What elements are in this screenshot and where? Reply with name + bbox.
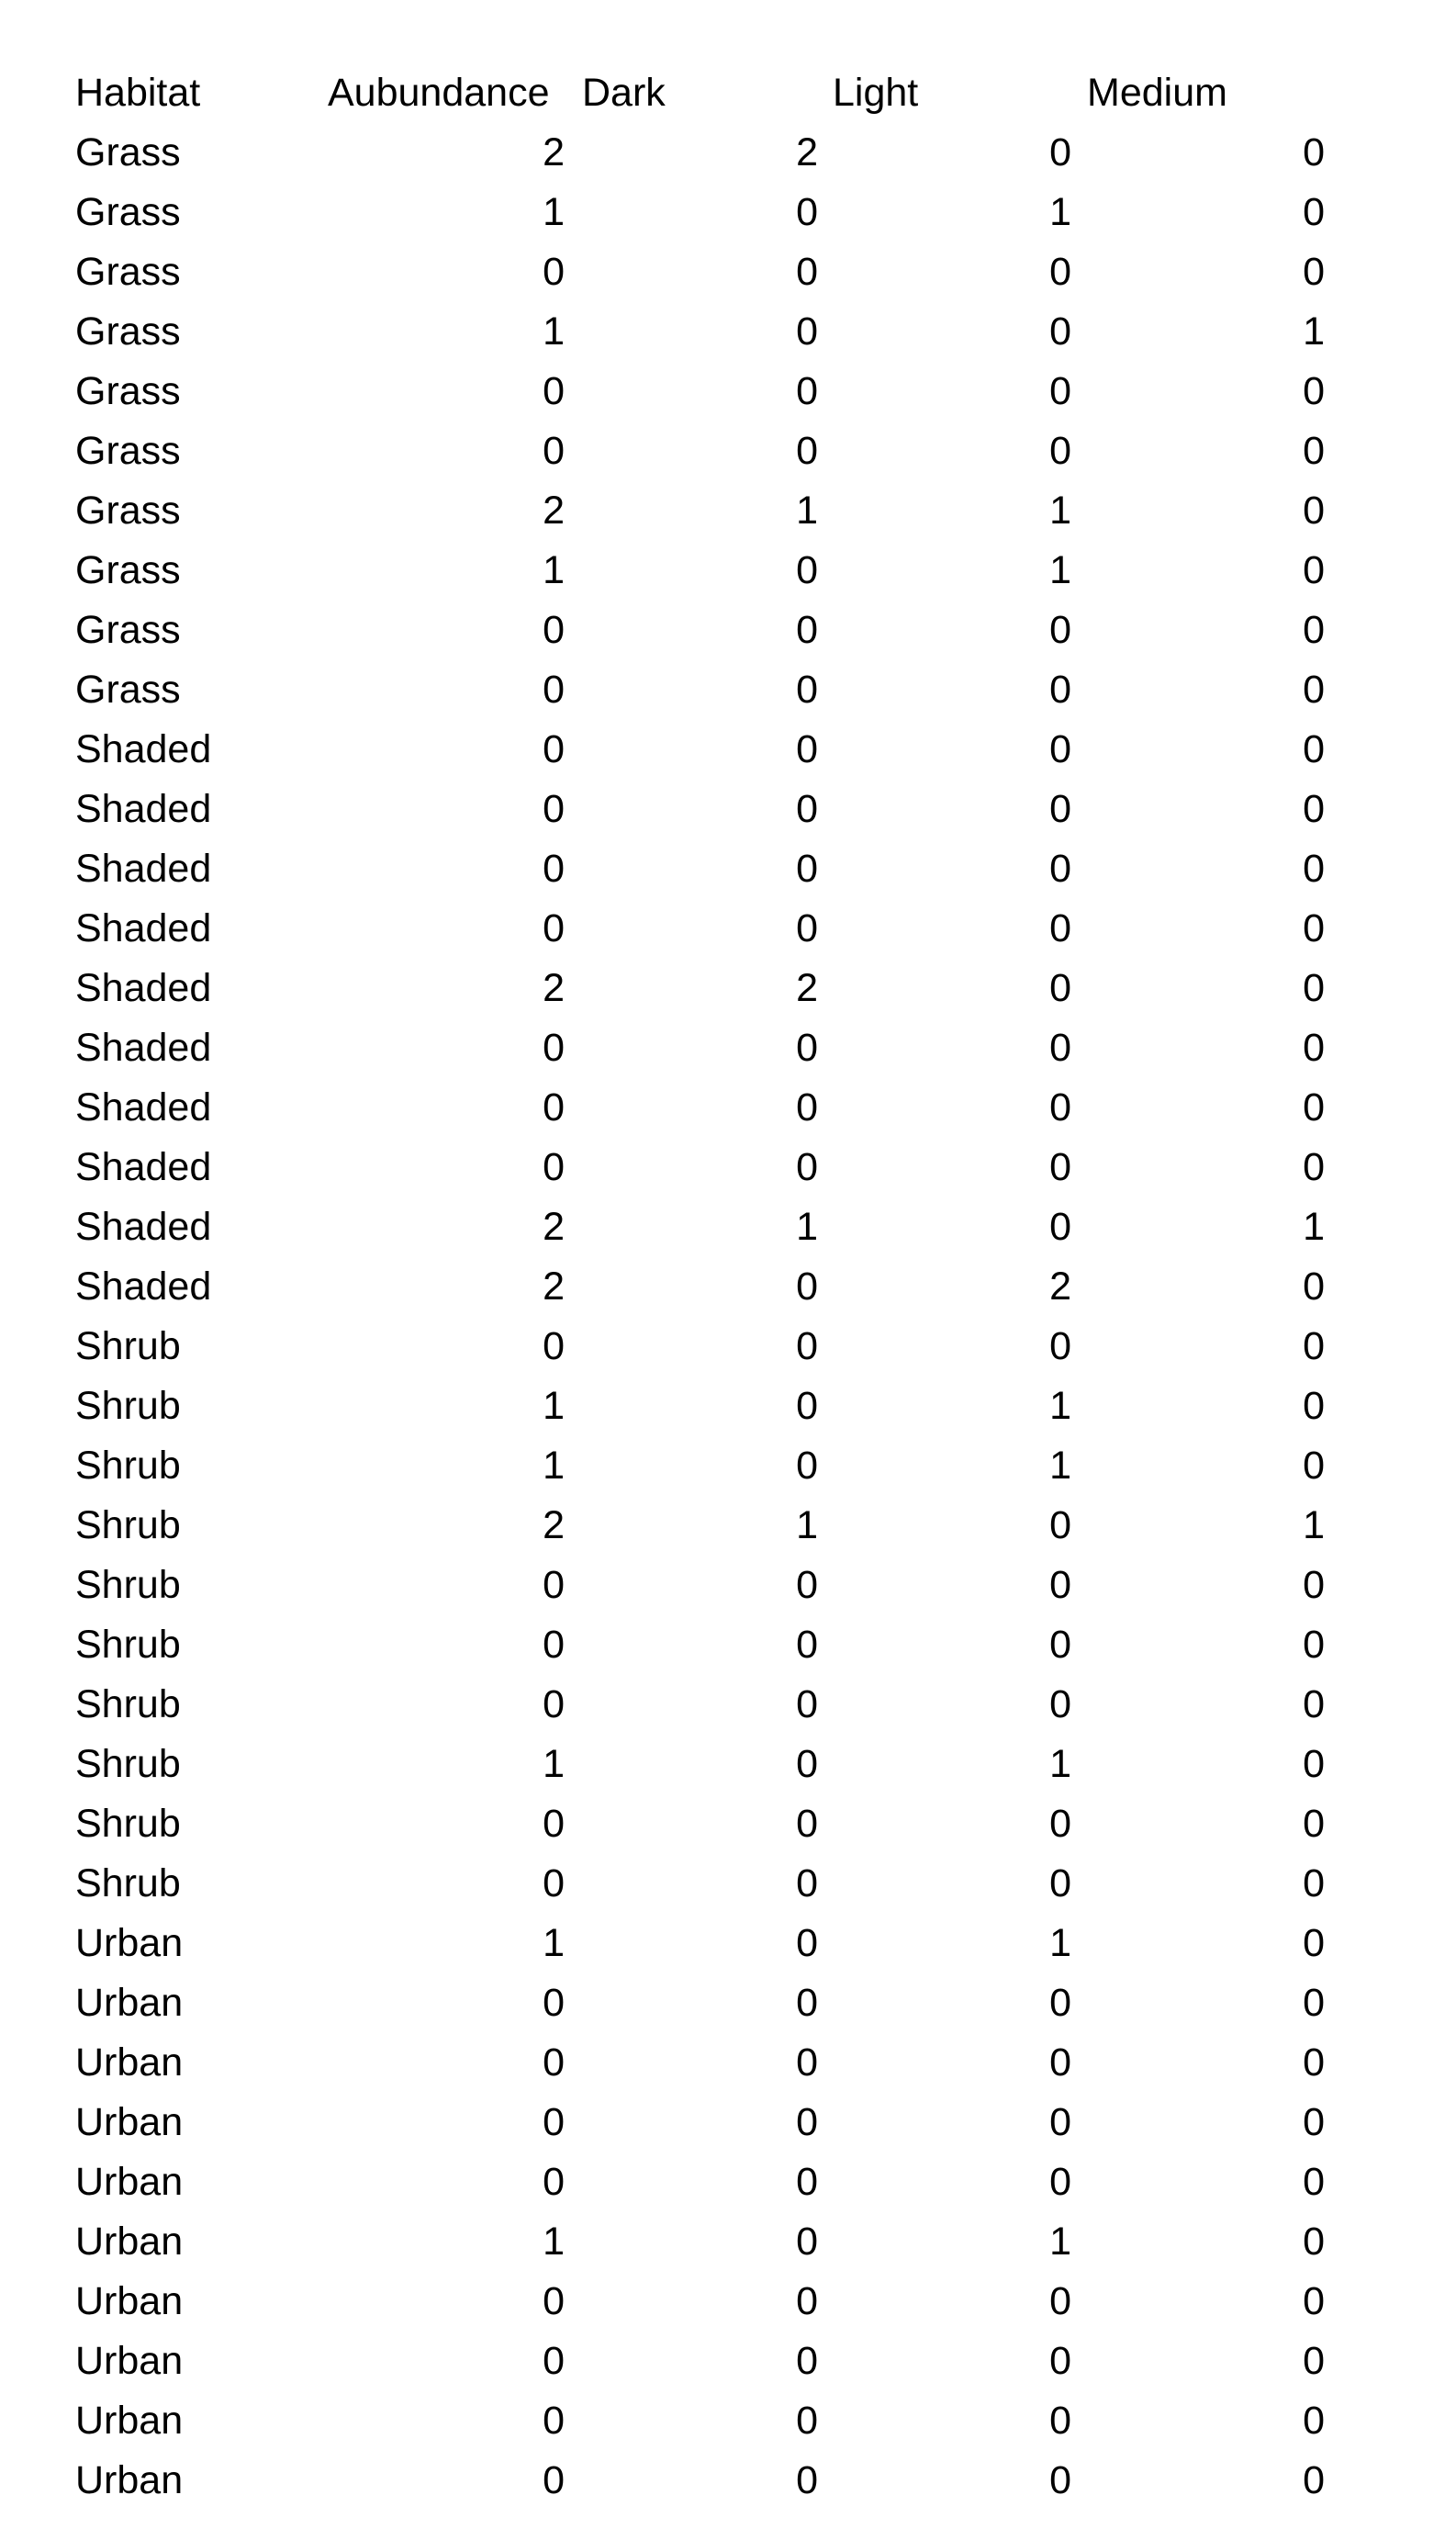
cell-light: 0 [1049, 130, 1071, 174]
cell-light: 0 [1049, 2339, 1071, 2383]
cell-dark: 0 [796, 1981, 818, 2025]
cell-dark: 0 [796, 2100, 818, 2144]
cell-light: 0 [1049, 2279, 1071, 2323]
cell-dark: 1 [796, 1205, 818, 1249]
cell-habitat: Urban [75, 2339, 184, 2383]
cell-medium: 0 [1303, 668, 1325, 712]
cell-dark: 0 [796, 1384, 818, 1428]
cell-light: 0 [1049, 847, 1071, 891]
cell-medium: 0 [1303, 1861, 1325, 1905]
cell-aubundance: 0 [543, 608, 565, 652]
cell-light: 0 [1049, 1563, 1071, 1607]
cell-aubundance: 1 [543, 1921, 565, 1965]
cell-light: 0 [1049, 1802, 1071, 1846]
cell-light: 0 [1049, 1085, 1071, 1130]
cell-dark: 0 [796, 429, 818, 473]
cell-aubundance: 0 [543, 2160, 565, 2204]
cell-habitat: Urban [75, 1921, 184, 1965]
cell-dark: 2 [796, 130, 818, 174]
cell-aubundance: 2 [543, 130, 565, 174]
cell-medium: 0 [1303, 1742, 1325, 1786]
cell-dark: 0 [796, 1861, 818, 1905]
cell-medium: 0 [1303, 2339, 1325, 2383]
cell-dark: 0 [796, 2458, 818, 2502]
cell-dark: 0 [796, 2220, 818, 2264]
cell-aubundance: 0 [543, 2040, 565, 2085]
cell-light: 0 [1049, 966, 1071, 1010]
cell-light: 0 [1049, 1623, 1071, 1667]
cell-habitat: Urban [75, 2040, 184, 2085]
cell-habitat: Grass [75, 548, 181, 592]
cell-light: 1 [1049, 489, 1071, 533]
cell-medium: 0 [1303, 1026, 1325, 1070]
cell-dark: 0 [796, 1026, 818, 1070]
cell-aubundance: 2 [543, 1205, 565, 1249]
cell-medium: 0 [1303, 489, 1325, 533]
cell-medium: 0 [1303, 1085, 1325, 1130]
cell-medium: 0 [1303, 787, 1325, 831]
cell-habitat: Shrub [75, 1861, 181, 1905]
cell-dark: 0 [796, 608, 818, 652]
cell-habitat: Grass [75, 130, 181, 174]
cell-habitat: Grass [75, 309, 181, 354]
cell-medium: 0 [1303, 2279, 1325, 2323]
cell-aubundance: 0 [543, 1324, 565, 1368]
cell-medium: 0 [1303, 1623, 1325, 1667]
cell-dark: 0 [796, 250, 818, 294]
cell-aubundance: 0 [543, 1085, 565, 1130]
cell-habitat: Shaded [75, 906, 212, 950]
cell-aubundance: 0 [543, 727, 565, 771]
cell-medium: 0 [1303, 1324, 1325, 1368]
cell-habitat: Shrub [75, 1802, 181, 1846]
cell-dark: 0 [796, 1682, 818, 1726]
cell-habitat: Shaded [75, 727, 212, 771]
cell-light: 1 [1049, 1384, 1071, 1428]
cell-medium: 0 [1303, 2220, 1325, 2264]
cell-medium: 0 [1303, 608, 1325, 652]
cell-aubundance: 0 [543, 1981, 565, 2025]
cell-habitat: Urban [75, 2220, 184, 2264]
cell-dark: 0 [796, 548, 818, 592]
cell-habitat: Shrub [75, 1444, 181, 1488]
cell-light: 0 [1049, 2160, 1071, 2204]
cell-dark: 0 [796, 727, 818, 771]
cell-light: 0 [1049, 787, 1071, 831]
cell-aubundance: 0 [543, 1145, 565, 1189]
cell-habitat: Urban [75, 2458, 184, 2502]
cell-habitat: Shrub [75, 1324, 181, 1368]
cell-medium: 0 [1303, 966, 1325, 1010]
cell-habitat: Urban [75, 2100, 184, 2144]
cell-aubundance: 0 [543, 369, 565, 413]
cell-aubundance: 2 [543, 1264, 565, 1309]
cell-aubundance: 0 [543, 1861, 565, 1905]
header-aubundance: Aubundance [328, 71, 550, 115]
cell-medium: 0 [1303, 1444, 1325, 1488]
cell-aubundance: 1 [543, 548, 565, 592]
cell-light: 0 [1049, 906, 1071, 950]
cell-medium: 0 [1303, 1563, 1325, 1607]
cell-light: 0 [1049, 309, 1071, 354]
cell-light: 0 [1049, 1145, 1071, 1189]
cell-light: 0 [1049, 1026, 1071, 1070]
cell-medium: 0 [1303, 1384, 1325, 1428]
cell-aubundance: 1 [543, 1384, 565, 1428]
cell-dark: 0 [796, 2399, 818, 2443]
cell-dark: 0 [796, 847, 818, 891]
cell-aubundance: 0 [543, 2279, 565, 2323]
cell-dark: 0 [796, 2279, 818, 2323]
cell-dark: 0 [796, 190, 818, 234]
cell-medium: 0 [1303, 2160, 1325, 2204]
cell-habitat: Shaded [75, 1205, 212, 1249]
cell-aubundance: 1 [543, 1444, 565, 1488]
cell-light: 1 [1049, 190, 1071, 234]
cell-habitat: Grass [75, 668, 181, 712]
cell-medium: 0 [1303, 429, 1325, 473]
cell-light: 1 [1049, 2220, 1071, 2264]
cell-medium: 0 [1303, 2040, 1325, 2085]
cell-light: 0 [1049, 429, 1071, 473]
cell-medium: 0 [1303, 2100, 1325, 2144]
cell-habitat: Shrub [75, 1742, 181, 1786]
cell-dark: 0 [796, 787, 818, 831]
cell-aubundance: 2 [543, 489, 565, 533]
cell-habitat: Urban [75, 1981, 184, 2025]
cell-aubundance: 0 [543, 668, 565, 712]
cell-aubundance: 0 [543, 2339, 565, 2383]
header-medium: Medium [1087, 71, 1227, 115]
cell-dark: 1 [796, 1503, 818, 1547]
cell-dark: 0 [796, 2160, 818, 2204]
cell-dark: 0 [796, 1444, 818, 1488]
cell-light: 1 [1049, 548, 1071, 592]
cell-light: 0 [1049, 1861, 1071, 1905]
cell-dark: 0 [796, 668, 818, 712]
cell-dark: 0 [796, 2339, 818, 2383]
cell-medium: 1 [1303, 1503, 1325, 1547]
cell-habitat: Shaded [75, 966, 212, 1010]
cell-aubundance: 0 [543, 2100, 565, 2144]
cell-aubundance: 0 [543, 847, 565, 891]
cell-light: 1 [1049, 1742, 1071, 1786]
cell-light: 2 [1049, 1264, 1071, 1309]
cell-habitat: Urban [75, 2279, 184, 2323]
cell-aubundance: 0 [543, 1623, 565, 1667]
cell-light: 1 [1049, 1921, 1071, 1965]
cell-habitat: Grass [75, 250, 181, 294]
cell-medium: 0 [1303, 1682, 1325, 1726]
cell-habitat: Grass [75, 489, 181, 533]
cell-habitat: Shaded [75, 1026, 212, 1070]
cell-habitat: Shrub [75, 1563, 181, 1607]
cell-habitat: Urban [75, 2160, 184, 2204]
cell-light: 0 [1049, 250, 1071, 294]
cell-medium: 1 [1303, 1205, 1325, 1249]
cell-aubundance: 0 [543, 906, 565, 950]
cell-aubundance: 1 [543, 2220, 565, 2264]
cell-dark: 0 [796, 1563, 818, 1607]
cell-aubundance: 0 [543, 787, 565, 831]
cell-aubundance: 1 [543, 1742, 565, 1786]
cell-dark: 0 [796, 1145, 818, 1189]
cell-medium: 0 [1303, 548, 1325, 592]
cell-habitat: Shaded [75, 847, 212, 891]
cell-medium: 0 [1303, 1921, 1325, 1965]
cell-medium: 0 [1303, 847, 1325, 891]
cell-aubundance: 0 [543, 2399, 565, 2443]
cell-light: 0 [1049, 668, 1071, 712]
cell-habitat: Shrub [75, 1682, 181, 1726]
cell-medium: 0 [1303, 369, 1325, 413]
cell-medium: 0 [1303, 1981, 1325, 2025]
cell-aubundance: 2 [543, 1503, 565, 1547]
cell-medium: 0 [1303, 130, 1325, 174]
cell-light: 0 [1049, 1205, 1071, 1249]
cell-aubundance: 0 [543, 429, 565, 473]
cell-light: 0 [1049, 2399, 1071, 2443]
cell-light: 0 [1049, 2040, 1071, 2085]
cell-light: 0 [1049, 1503, 1071, 1547]
cell-habitat: Shaded [75, 1264, 212, 1309]
cell-habitat: Shrub [75, 1384, 181, 1428]
cell-dark: 2 [796, 966, 818, 1010]
header-habitat: Habitat [75, 71, 201, 115]
cell-medium: 0 [1303, 1145, 1325, 1189]
cell-habitat: Shaded [75, 1145, 212, 1189]
cell-habitat: Grass [75, 190, 181, 234]
cell-aubundance: 0 [543, 1026, 565, 1070]
cell-medium: 0 [1303, 1264, 1325, 1309]
cell-aubundance: 1 [543, 309, 565, 354]
cell-light: 0 [1049, 1324, 1071, 1368]
cell-medium: 0 [1303, 906, 1325, 950]
cell-dark: 0 [796, 1742, 818, 1786]
cell-light: 0 [1049, 2458, 1071, 2502]
cell-habitat: Shaded [75, 787, 212, 831]
cell-light: 0 [1049, 1682, 1071, 1726]
cell-habitat: Urban [75, 2399, 184, 2443]
cell-light: 0 [1049, 608, 1071, 652]
cell-light: 0 [1049, 727, 1071, 771]
cell-aubundance: 0 [543, 250, 565, 294]
cell-habitat: Grass [75, 369, 181, 413]
header-light: Light [833, 71, 919, 115]
cell-dark: 0 [796, 906, 818, 950]
cell-medium: 0 [1303, 250, 1325, 294]
cell-dark: 1 [796, 489, 818, 533]
cell-dark: 0 [796, 1921, 818, 1965]
cell-dark: 0 [796, 1802, 818, 1846]
cell-habitat: Grass [75, 608, 181, 652]
cell-medium: 0 [1303, 2399, 1325, 2443]
cell-dark: 0 [796, 309, 818, 354]
cell-aubundance: 0 [543, 1563, 565, 1607]
cell-dark: 0 [796, 1623, 818, 1667]
cell-medium: 1 [1303, 309, 1325, 354]
cell-dark: 0 [796, 1085, 818, 1130]
cell-aubundance: 0 [543, 1802, 565, 1846]
cell-dark: 0 [796, 1264, 818, 1309]
cell-medium: 0 [1303, 1802, 1325, 1846]
cell-habitat: Shaded [75, 1085, 212, 1130]
cell-light: 0 [1049, 369, 1071, 413]
cell-aubundance: 0 [543, 1682, 565, 1726]
cell-dark: 0 [796, 1324, 818, 1368]
cell-aubundance: 0 [543, 2458, 565, 2502]
cell-medium: 0 [1303, 190, 1325, 234]
cell-habitat: Grass [75, 429, 181, 473]
cell-dark: 0 [796, 369, 818, 413]
cell-light: 0 [1049, 1981, 1071, 2025]
cell-aubundance: 2 [543, 966, 565, 1010]
cell-medium: 0 [1303, 727, 1325, 771]
cell-dark: 0 [796, 2040, 818, 2085]
header-dark: Dark [582, 71, 666, 115]
cell-medium: 0 [1303, 2458, 1325, 2502]
cell-light: 1 [1049, 1444, 1071, 1488]
cell-light: 0 [1049, 2100, 1071, 2144]
cell-habitat: Shrub [75, 1623, 181, 1667]
cell-habitat: Shrub [75, 1503, 181, 1547]
cell-aubundance: 1 [543, 190, 565, 234]
